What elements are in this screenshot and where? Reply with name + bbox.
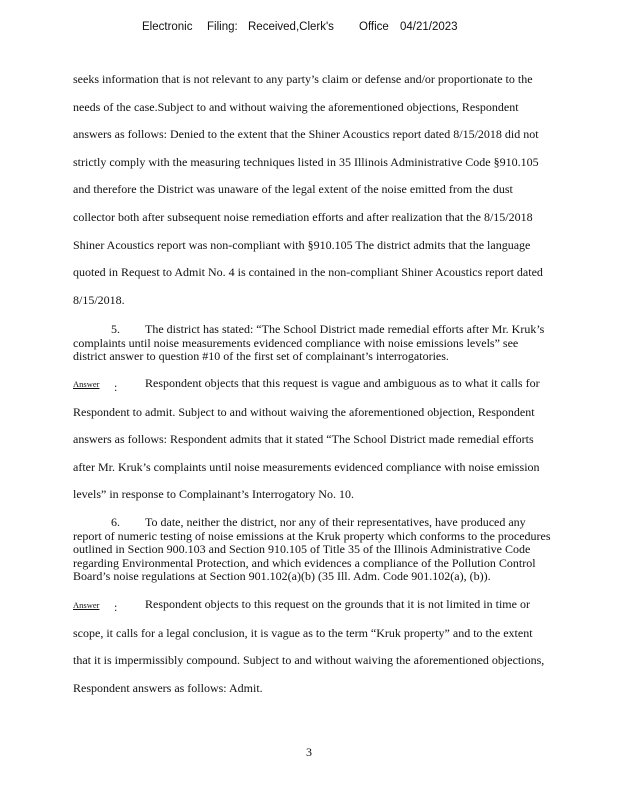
text-line: that it is impermissibly compound. Subject to and without waiving the aforementioned objections, [73,653,545,668]
answer-5-colon: : [114,380,118,394]
text-line: Respondent objects that this request is vague and ambiguous as to what it calls for [145,376,540,390]
text-line: levels” in response to Complainant’s Interrogatory No. 10. [73,487,354,502]
text-line: needs of the case.Subject to and without waiving the aforementioned objections, Respondent [73,99,519,114]
header-office: Office [359,21,389,33]
text-line: Respondent answers as follows: Admit. [73,680,263,695]
text-line: answers as follows: Denied to the extent that the Shiner Acoustics report dated 8/15/2018 did not [73,127,539,142]
text-line: complaints until noise measurements evidenced compliance with noise emissions levels” see [73,335,519,350]
text-line: The district has stated: “The School District made remedial efforts after Mr. Kruk’s [145,322,545,336]
answer-6-colon: : [114,600,118,614]
header-received: Received,Clerk's [248,21,334,33]
text-line: district answer to question #10 of the first set of complainant’s interrogatories. [73,349,449,364]
answer-6 [73,591,593,702]
header-filing: Filing: [207,21,238,33]
text-line: answers as follows: Respondent admits that it stated “The School District made remedial efforts [73,432,534,447]
text-line: collector both after subsequent noise remediation efforts and after realization that the 8/15/2018 [73,209,533,224]
header-date: 04/21/2023 [400,21,458,33]
text-line: outlined in Section 900.103 and Section 910.105 of Title 35 of the Illinois Administrative Code [73,542,531,557]
request-6 [73,516,593,584]
text-line: seeks information that is not relevant to any party’s claim or defense and/or proportionate to the [73,72,533,86]
request-6-number: 6. [111,515,120,529]
text-line: Respondent to admit. Subject to and without waiving the aforementioned objection, Respondent [73,404,535,419]
answer-5-label: Answer [73,379,100,389]
answer-4-continued [73,66,593,314]
header-electronic: Electronic [142,21,193,33]
text-line: strictly comply with the measuring techniques listed in 35 Illinois Administrative Code §910.105 [73,154,539,169]
text-line: after Mr. Kruk’s complaints until noise measurements evidenced compliance with noise emission [73,459,540,474]
text-line: and therefore the District was unaware of the legal extent of the noise emitted from the dust [73,182,513,197]
text-line: Board’s noise regulations at Section 901.102(a)(b) (35 Ill. Adm. Code 901.102(a), (b)). [73,569,491,584]
text-line: 8/15/2018. [73,292,125,307]
text-line: regarding Environmental Protection, and which evidences a compliance of the Pollution Control [73,555,536,570]
text-line: To date, neither the district, nor any of their representatives, have produced any [145,515,526,529]
answer-6-label: Answer [73,600,100,610]
request-5-number: 5. [111,322,120,336]
text-line: Respondent objects to this request on the grounds that it is not limited in time or [145,597,530,611]
text-line: Shiner Acoustics report was non-compliant with §910.105 The district admits that the language [73,237,531,252]
text-line: quoted in Request to Admit No. 4 is contained in the non-compliant Shiner Acoustics report dated [73,265,543,280]
page-number: 3 [306,745,312,759]
text-line: scope, it calls for a legal conclusion, it is vague as to the term “Kruk property” and to the extent [73,625,533,640]
answer-5 [73,370,593,509]
request-5 [73,323,593,364]
text-line: report of numeric testing of noise emissions at the Kruk property which conforms to the procedures [73,528,551,543]
